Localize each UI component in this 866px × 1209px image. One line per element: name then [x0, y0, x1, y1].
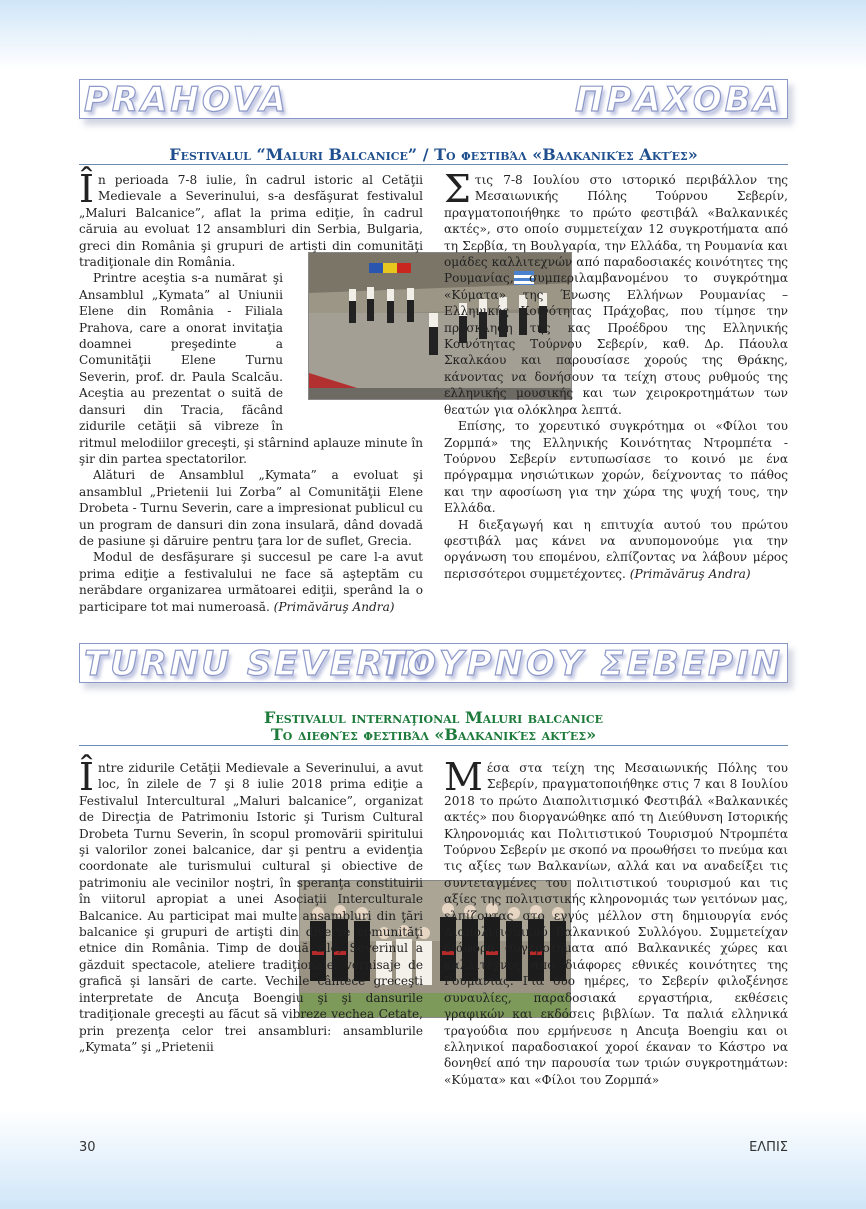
page-number: 30: [79, 1140, 96, 1155]
paragraph: έσα στα τείχη της Μεσαιωνικής Πόλης του Σεβερίν, πραγματοποιήθηκε στις 7 και 8 Ιουλίου 2018 το πρώτο Διαπολιτισμικό Φεστιβάλ «Βαλκανικές ακτές» που διοργανώθηκε από τη Διεύθυνση Ιστορικής Κληρονομιάς και Πολιτιστικού Τουρισμού Ντρομπέτα Τούρνου Σεβερίν με σκοπό να προωθήσει το πνεύμα και τις αξίες των Βαλκανίων, αλλά και να αναδείξει τις συντεταγμένες του πολιτιστικού τουρισμού και τις αξίες της πολιτιστικής κληρονομιάς των γειτόνων μας, ελπίζοντας στο εγγύς μέλλον στη δημιουργία ενός Διαπολιτισμικού Βαλκανικού Συλλόγου. Συμμετείχαν διάφορα συγκροτήματα από Βαλκανικές χώρες και καλλιτέχνες από διάφορες εθνικές κοινότητες της Ρουμανίας. Για δύο ημέρες, το Σεβερίν φιλοξένησε συναυλίες, παραδοσιακά εργαστήρια, εκθέσεις γραφικών και εκδόσεις βιβλίων. Τα παλιά ελληνικά τραγούδια που ερμήνευσε η Ancuţa Boengiu και οι ελληνικοί παραδοσιακοί χοροί έκαναν το Κάστρο να δονηθεί από την παρουσία των τριών συγκροτημάτων: «Κύματα» και «Φίλοι του Ζορμπά»: [444, 761, 788, 1087]
article-column-greek: [444, 167, 788, 582]
banner-label-gr: ΠΡΑΧΟΒΑ: [574, 80, 783, 120]
article-title: Festivalul internaţional Maluri balcanice: [264, 708, 603, 727]
article-column-romanian: [79, 167, 423, 615]
title-underline: [79, 745, 788, 746]
drop-cap: Σ: [444, 167, 471, 211]
drop-cap: Μ: [444, 755, 483, 799]
magazine-name: ΕΛΠΙΣ: [749, 1140, 788, 1155]
banner-label-ro: TURNU SEVERIN: [84, 644, 433, 684]
author-signature: (Primăvăruş Andra): [629, 566, 751, 581]
paragraph: Επίσης, το χορευτικό συγκρότημα οι «Φίλοι του Ζορμπά» της Ελληνικής Κοινότητας Ντρομπέτα - Τούρνου Σεβερίν εντυπωσίασε το κοινό με ένα πρόγραμμα νησιώτικων χορών, δείχνοντας το πάθος και την αφοσίωση για την χώρα της ψυχή τους, την Ελλάδα.: [444, 419, 788, 516]
paragraph: Modul de desfăşurare şi succesul pe care l-a avut prima ediţie a festivalului ne face să aşteptăm cu nerăbdare organizarea următoarei ediţii, sperând la o participare tot mai numeroasă.: [79, 550, 423, 614]
paragraph: Alături de Ansamblul „Kymata” a evoluat şi ansamblul „Prietenii lui Zorba” al Comunităţii Elene Drobeta - Turnu Severin, care a impresionat publicul cu un program de dansuri din zona insulară, dând dovadă de pasiune şi dăruire pentru ţara lor de suflet, Grecia.: [79, 468, 423, 548]
paragraph: Printre aceştia s-a numărat şi Ansamblul „Kymata” al Uniunii Elene din România - Filiala Prahova, care a onorat invitaţia doamnei preşedinte a Comunităţii Elene Turnu Severin, prof. dr. Paula Scalcău. Aceştia au prezentat o suită de dansuri din Tracia, făcând zidurile cetăţii să vibreze în ritmul melodiilor greceşti, şi stârnind aplauze minute în şir din partea spectatorilor.: [79, 271, 423, 466]
article-column-romanian: [79, 755, 423, 1055]
region-banner-turnu-severin: [79, 643, 788, 683]
paragraph: τις 7-8 Ιουλίου στο ιστορικό περιβάλλον της Μεσαιωνικής Πόλης Τούρνου Σεβερίν, πραγματοποιήθηκε το πρώτο φεστιβάλ «Βαλκανικές ακτές», στο οποίο συμμετείχαν 12 συγκροτήματα από τη Σερβία, τη Βουλγαρία, την Ελλάδα, τη Ρουμανία και ομάδες καλλιτεχνών από παραδοσιακές κοινότητες της Ρουμανίας, συμπεριλαμβανομένου το συγκρότημα «Κύματα» της Ένωσης Ελλήνων Ρουμανίας – Ελληνικής Κοινότητας Πράχοβας, που τίμησε την πρόσκληση της κας Προέδρου της Ελληνικής Κοινότητας Τούρνου Σεβερίν, καθ. Δρ. Πάουλα Σκαλκάου και παρουσίασε χορούς της Θράκης, κάνοντας να δονήσουν τα τείχη στους ρυθμούς της ελληνικής μουσικής και των χειροκροτημάτων των θεατών για ολόκληρα λεπτά.: [444, 173, 788, 417]
title-underline: [79, 164, 788, 165]
drop-cap: Î: [79, 755, 95, 799]
article-title: Festivalul “Maluri Balcanice” / Το φεστιβάλ «Βαλκανικές Ακτές»: [169, 145, 698, 164]
article-column-greek: [444, 755, 788, 1088]
article-subtitle: Το διεθνές φεστιβάλ «Βαλκανικές ακτές»: [270, 725, 597, 744]
author-signature: (Primăvăruş Andra): [273, 599, 395, 614]
paragraph: ntre zidurile Cetăţii Medievale a Severinului, a avut loc, în zilele de 7 şi 8 iulie 2018 prima ediţie a Festivalul Intercultural „Maluri balcanice”, organizat de Direcţia de Patrimoniu Istoric şi Turism Cultural Drobeta Turnu Severin, în scopul promovării spiritului şi valorilor zonei balcanice, dar şi pentru a evidenţia coordonate ale turismului cultural şi obiective de patrimoniu ale vecinilor noştri, în speranţa constituirii în viitorul apropiat a unei Asociaţii Interculturale Balcanice. Au participat mai multe ansambluri din ţări balcanice şi grupuri de artişti din diverse comunităţi etnice din România. Timp de două zile, Severinul a găzduit spectacole, ateliere tradiţionale, vernisaje de grafică şi lansări de carte. Vechile cântece greceşti interpretate de Ancuţa Boengiu şi şi dansurile tradiţionale greceşti au făcut să vibreze vechea Cetate, prin prezenţa celor trei ansambluri: ansamblurile „Kymata” şi „Prietenii: [79, 761, 423, 1054]
drop-cap: Î: [79, 167, 95, 211]
paragraph: Η διεξαγωγή και η επιτυχία αυτού του πρώτου φεστιβάλ μας κάνει να ανυπομονούμε για την οργάνωση του επομένου, ελπίζοντας να λάβουν μέρος περισσότεροι συμμετέχοντες.: [444, 517, 788, 581]
banner-label-ro: PRAHOVA: [84, 80, 289, 120]
paragraph: n perioada 7-8 iulie, în cadrul istoric al Cetăţii Medievale a Severinului, s-a desfăşurat festivalul „Maluri Balcanice”, aflat la prima ediţie, în cadrul căruia au evoluat 12 ansambluri din Serbia, Bulgaria, greci din România şi grupuri de artişti din comunităţi tradiţionale din România.: [79, 173, 423, 270]
region-banner-prahova: [79, 79, 788, 119]
photo-wrap-space: [283, 270, 423, 430]
banner-label-gr: ΤΟΥΡΝΟΥ ΣΕΒΕΡΙΝ: [380, 644, 783, 684]
